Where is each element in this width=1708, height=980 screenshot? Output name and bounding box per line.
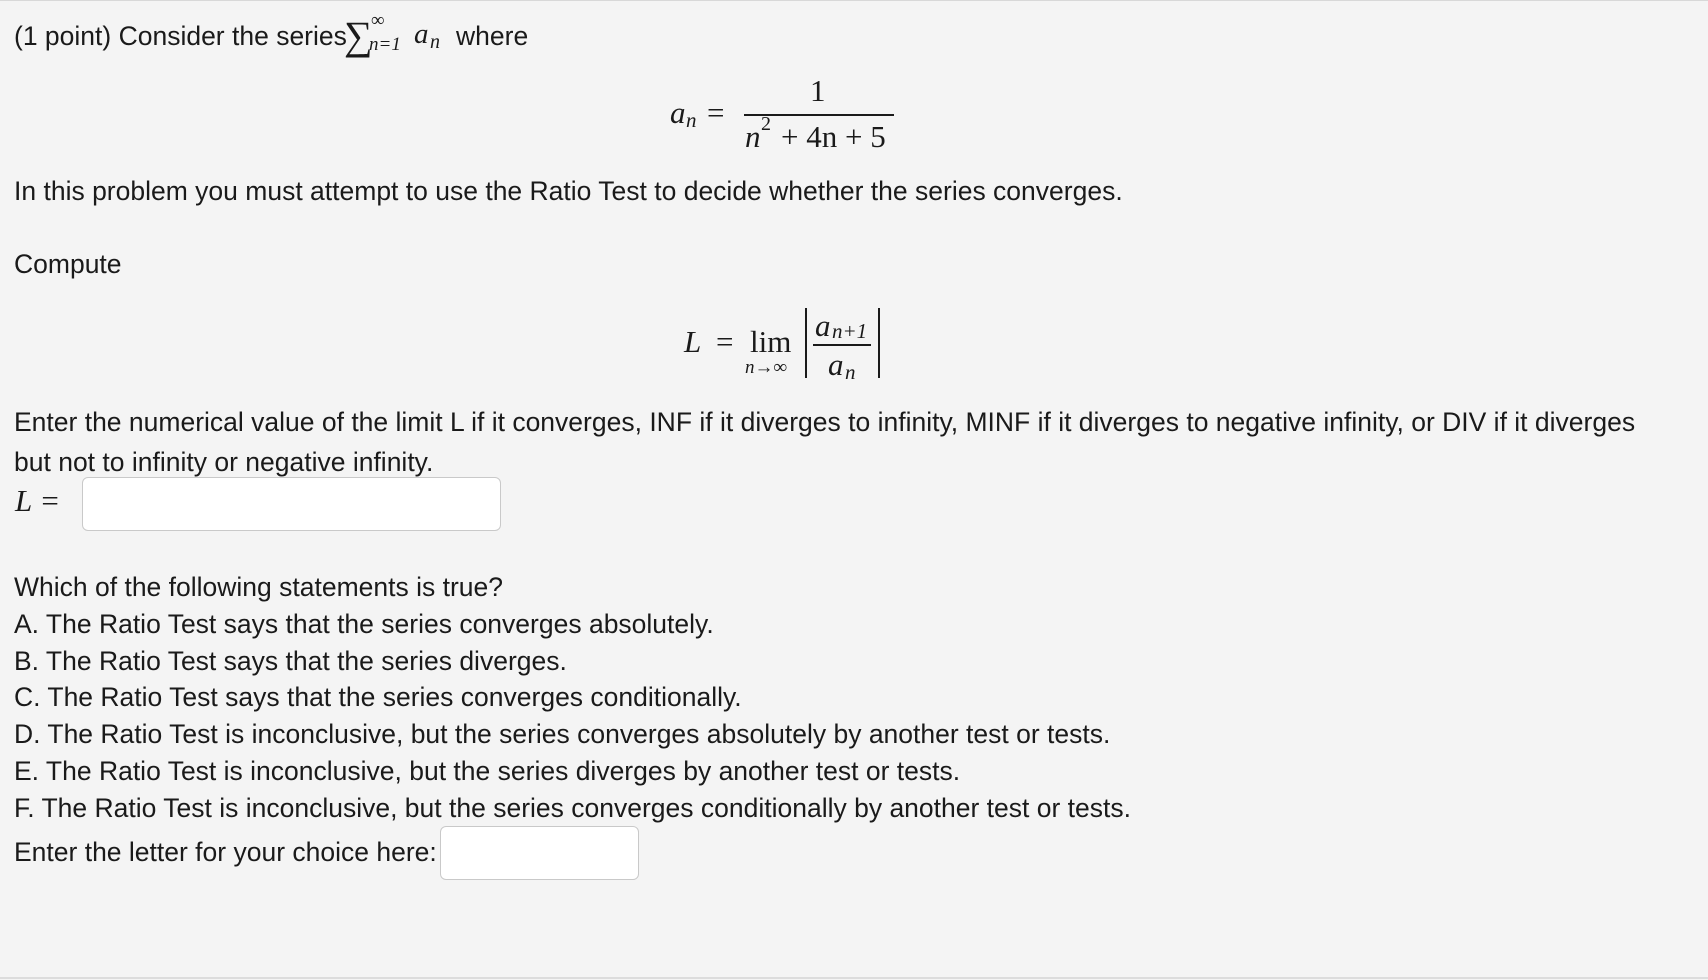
- formula-lhs: a: [670, 95, 686, 130]
- formula-lhs-subscript: n: [686, 108, 697, 132]
- option-b: B. The Ratio Test says that the series diverges.: [14, 646, 567, 676]
- ratio-fraction-bar: [813, 344, 871, 346]
- ratio-numerator-subscript: n+1: [832, 319, 868, 343]
- option-f: F. The Ratio Test is inconclusive, but the series converges conditionally by another test or tests.: [14, 793, 1132, 823]
- sum-upper-limit: ∞: [371, 10, 385, 31]
- intro-suffix: where: [456, 21, 529, 51]
- choice-answer-input[interactable]: [440, 826, 639, 880]
- sum-term-subscript: n: [430, 31, 440, 53]
- L-label: L =: [15, 483, 61, 518]
- limit-subscript: n→∞: [745, 357, 788, 378]
- option-c: C. The Ratio Test says that the series converges conditionally.: [14, 682, 742, 712]
- option-e: E. The Ratio Test is inconclusive, but the series diverges by another test or tests.: [14, 756, 961, 786]
- abs-bar-right: [878, 308, 880, 378]
- question-text: Which of the following statements is true?: [14, 572, 504, 602]
- ratio-denominator-subscript: n: [845, 360, 856, 384]
- option-d: D. The Ratio Test is inconclusive, but the series converges absolutely by another test or tests.: [14, 719, 1111, 749]
- sum-symbol: ∑: [344, 13, 373, 58]
- formula-numerator: 1: [810, 73, 826, 108]
- formula-equals: =: [707, 95, 725, 130]
- option-a: A. The Ratio Test says that the series converges absolutely.: [14, 609, 714, 639]
- L-answer-input[interactable]: [82, 477, 501, 531]
- enter-instructions: Enter the numerical value of the limit L if it converges, INF if it diverges to infinity, MINF if it diverges to negative infinity, or DIV if it diverges but not to infinity or negative infinity.: [14, 407, 1636, 477]
- ratio-denominator: a: [828, 347, 844, 382]
- formula-denominator-rest: + 4n + 5: [781, 119, 886, 154]
- intro-prefix: (1 point) Consider the series: [14, 21, 347, 51]
- sum-term: a: [414, 18, 429, 50]
- limit-lhs: L: [684, 324, 702, 359]
- choice-label: Enter the letter for your choice here:: [14, 837, 437, 867]
- compute-label: Compute: [14, 249, 122, 279]
- formula-denominator-exponent: 2: [761, 113, 771, 135]
- formula-denominator-n: n: [745, 119, 761, 154]
- limit-equals: =: [716, 324, 734, 359]
- sum-lower-limit: n=1: [369, 34, 401, 55]
- bottom-divider: [0, 977, 1708, 979]
- abs-bar-left: [805, 308, 807, 378]
- ratio-test-sentence: In this problem you must attempt to use the Ratio Test to decide whether the series converges.: [14, 176, 1123, 206]
- limit-lim: lim: [750, 324, 792, 359]
- ratio-numerator: a: [815, 308, 831, 343]
- top-divider: [0, 0, 1708, 1]
